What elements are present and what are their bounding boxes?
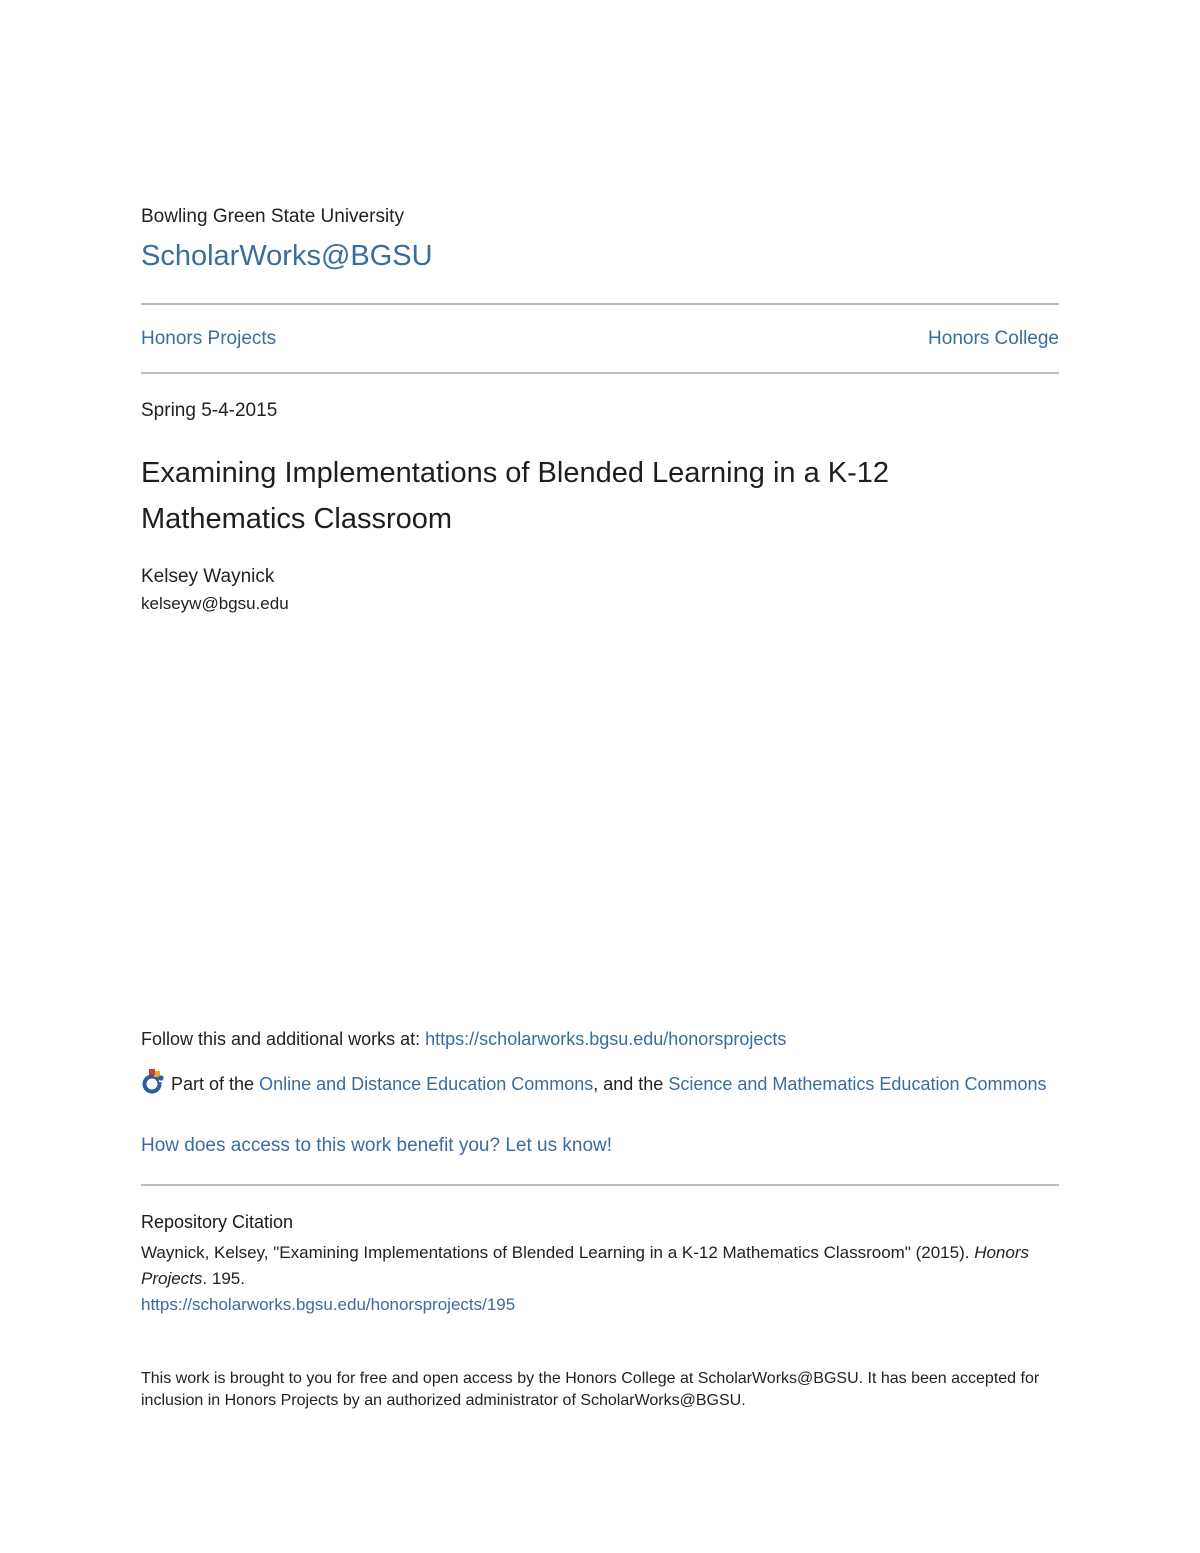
part-of-prefix: Part of the: [171, 1074, 260, 1094]
citation-number: . 195.: [202, 1269, 245, 1288]
divider-nav: [141, 372, 1059, 374]
access-feedback-link[interactable]: How does access to this work benefit you? Let us know!: [141, 1135, 613, 1156]
publication-date: Spring 5-4-2015: [141, 400, 278, 421]
science-math-education-commons-link[interactable]: Science and Mathematics Education Commons: [668, 1074, 1047, 1094]
citation-url-link[interactable]: https://scholarworks.bgsu.edu/honorsprojects/195: [141, 1295, 516, 1314]
part-of-middle: , and the: [593, 1074, 669, 1094]
author-email: kelseyw@bgsu.edu: [141, 594, 289, 613]
citation-body: Waynick, Kelsey, "Examining Implementations of Blended Learning in a K-12 Mathematics Classroom" (2015).: [141, 1243, 975, 1262]
follow-line: [141, 1029, 786, 1050]
follow-label: Follow this and additional works at:: [141, 1029, 426, 1049]
repository-link[interactable]: ScholarWorks@BGSU: [141, 240, 433, 272]
institution-name: Bowling Green State University: [141, 206, 404, 227]
divider-bottom: [141, 1184, 1059, 1186]
author-name: Kelsey Waynick: [141, 566, 275, 587]
citation-heading: Repository Citation: [141, 1212, 294, 1232]
citation-text: [141, 1240, 1059, 1318]
series-link[interactable]: Honors Projects: [141, 328, 277, 349]
divider-top: [141, 303, 1059, 305]
document-title: Examining Implementations of Blended Learning in a K-12 Mathematics Classroom: [141, 457, 890, 535]
part-of-line: [141, 1068, 1059, 1101]
citation-journal: Honors Projects: [141, 1243, 1029, 1288]
college-link[interactable]: Honors College: [928, 328, 1059, 349]
access-statement: This work is brought to you for free and open access by the Honors College at ScholarWorks@BGSU. It has been accepted for inclusion in Honors Projects by an authorized administrator of ScholarWorks@BGSU.: [141, 1370, 1040, 1409]
network-commons-icon: [141, 1069, 167, 1095]
cover-page: [141, 0, 1059, 1553]
follow-url-link[interactable]: https://scholarworks.bgsu.edu/honorsprojects: [425, 1029, 787, 1049]
online-education-commons-link[interactable]: Online and Distance Education Commons: [259, 1074, 594, 1094]
